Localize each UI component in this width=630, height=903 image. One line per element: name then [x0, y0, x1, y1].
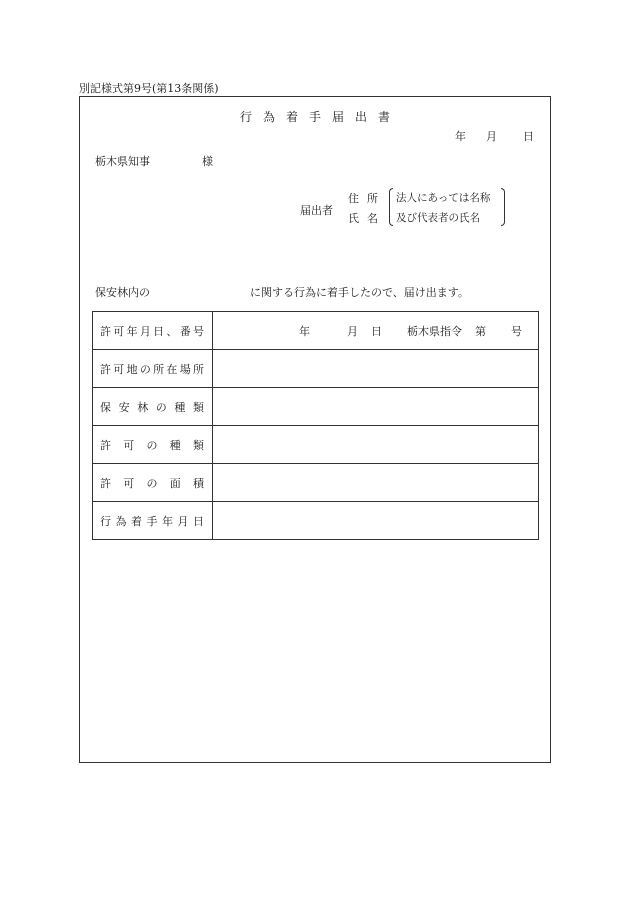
bracket-right — [501, 188, 505, 226]
row-label-cell — [93, 350, 213, 388]
table-row — [93, 388, 539, 426]
row-label-char: 可 — [113, 324, 125, 338]
row-label-cell — [93, 426, 213, 464]
row-label-char: 号 — [192, 324, 204, 338]
row-value-text: 号 — [511, 324, 522, 338]
form-title: 行為着手届出書 — [240, 110, 402, 124]
honorific: 様 — [202, 155, 213, 168]
row-label-char: 可 — [113, 362, 125, 376]
table-row — [93, 350, 539, 388]
row-label-char: 、 — [166, 324, 178, 338]
corporate-note-line2: 及び代表者の氏名 — [396, 212, 480, 224]
addressee: 栃木県知事 — [95, 155, 150, 168]
table-row — [93, 502, 539, 540]
row-label-char: 月 — [139, 324, 151, 338]
date-month-label: 月 — [486, 130, 497, 143]
row-label-char: 場 — [179, 362, 191, 376]
row-label-char: 許 — [100, 438, 111, 452]
address-label: 住所 — [348, 192, 386, 205]
name-label: 氏名 — [348, 212, 386, 225]
row-label-char: 着 — [131, 514, 142, 528]
table-row — [93, 312, 539, 350]
row-label-char: 許 — [100, 476, 111, 490]
row-label-char: 年 — [126, 324, 138, 338]
row-label-char: の — [146, 476, 158, 490]
row-label-char: 積 — [193, 476, 204, 490]
row-label-char: 地 — [126, 362, 138, 376]
row-label-char: 行 — [100, 514, 111, 528]
row-label — [93, 399, 212, 415]
row-value-cell[interactable] — [213, 388, 539, 426]
row-label-char: 在 — [166, 362, 178, 376]
row-value-text: 栃木県指令 — [407, 324, 462, 338]
row-label-char: 種 — [169, 438, 181, 452]
row-value-cell[interactable] — [213, 426, 539, 464]
row-value-cell[interactable] — [213, 502, 539, 540]
row-label-char: 林 — [137, 400, 149, 414]
row-label-cell — [93, 502, 213, 540]
row-label-char: 種 — [174, 400, 186, 414]
row-value-text: 年 — [299, 324, 310, 338]
row-label-char: の — [155, 400, 167, 414]
row-label — [93, 323, 212, 339]
row-value-cell[interactable] — [213, 350, 539, 388]
date-year-label: 年 — [455, 130, 466, 143]
row-value-text: 第 — [475, 324, 486, 338]
row-label — [93, 513, 212, 529]
row-label-char: 所 — [192, 362, 204, 376]
row-label-char: の — [146, 438, 158, 452]
row-value-cell[interactable] — [213, 464, 539, 502]
row-value-text: 月 — [347, 324, 358, 338]
row-label — [93, 361, 212, 377]
row-label-char: 年 — [162, 514, 173, 528]
form-caption: 別記様式第9号(第13条関係) — [79, 82, 219, 95]
row-label-char: 安 — [118, 400, 130, 414]
row-label-char: 月 — [177, 514, 189, 528]
row-value-text: 日 — [371, 324, 382, 338]
row-label-char: 手 — [146, 514, 158, 528]
row-label-char: 日 — [153, 324, 165, 338]
row-label-char: 可 — [123, 438, 135, 452]
applicant-label: 届出者 — [300, 204, 333, 217]
row-label-char: 許 — [100, 324, 111, 338]
table-row — [93, 464, 539, 502]
row-label-char: 類 — [192, 400, 204, 414]
row-label-char: 所 — [153, 362, 165, 376]
row-value-cell[interactable] — [213, 312, 539, 350]
row-label-char: の — [139, 362, 151, 376]
row-label-char: 面 — [169, 476, 181, 490]
row-label-char: 類 — [193, 438, 204, 452]
corporate-note-line1: 法人にあっては名称 — [396, 192, 491, 204]
row-label-char: 番 — [179, 324, 191, 338]
date-day-label: 日 — [523, 130, 534, 143]
statement-suffix: に関する行為に着手したので、届け出ます。 — [250, 286, 469, 299]
row-label — [93, 475, 212, 491]
row-label-char: 為 — [115, 514, 127, 528]
row-label — [93, 437, 212, 453]
row-label-cell — [93, 464, 213, 502]
row-label-cell — [93, 312, 213, 350]
statement-prefix: 保安林内の — [95, 286, 150, 299]
row-label-char: 可 — [123, 476, 135, 490]
row-label-char: 保 — [100, 400, 111, 414]
row-label-char: 日 — [193, 514, 204, 528]
table-row — [93, 426, 539, 464]
row-label-cell — [93, 388, 213, 426]
bracket-left — [389, 188, 393, 226]
details-table — [92, 311, 539, 540]
row-label-char: 許 — [100, 362, 111, 376]
